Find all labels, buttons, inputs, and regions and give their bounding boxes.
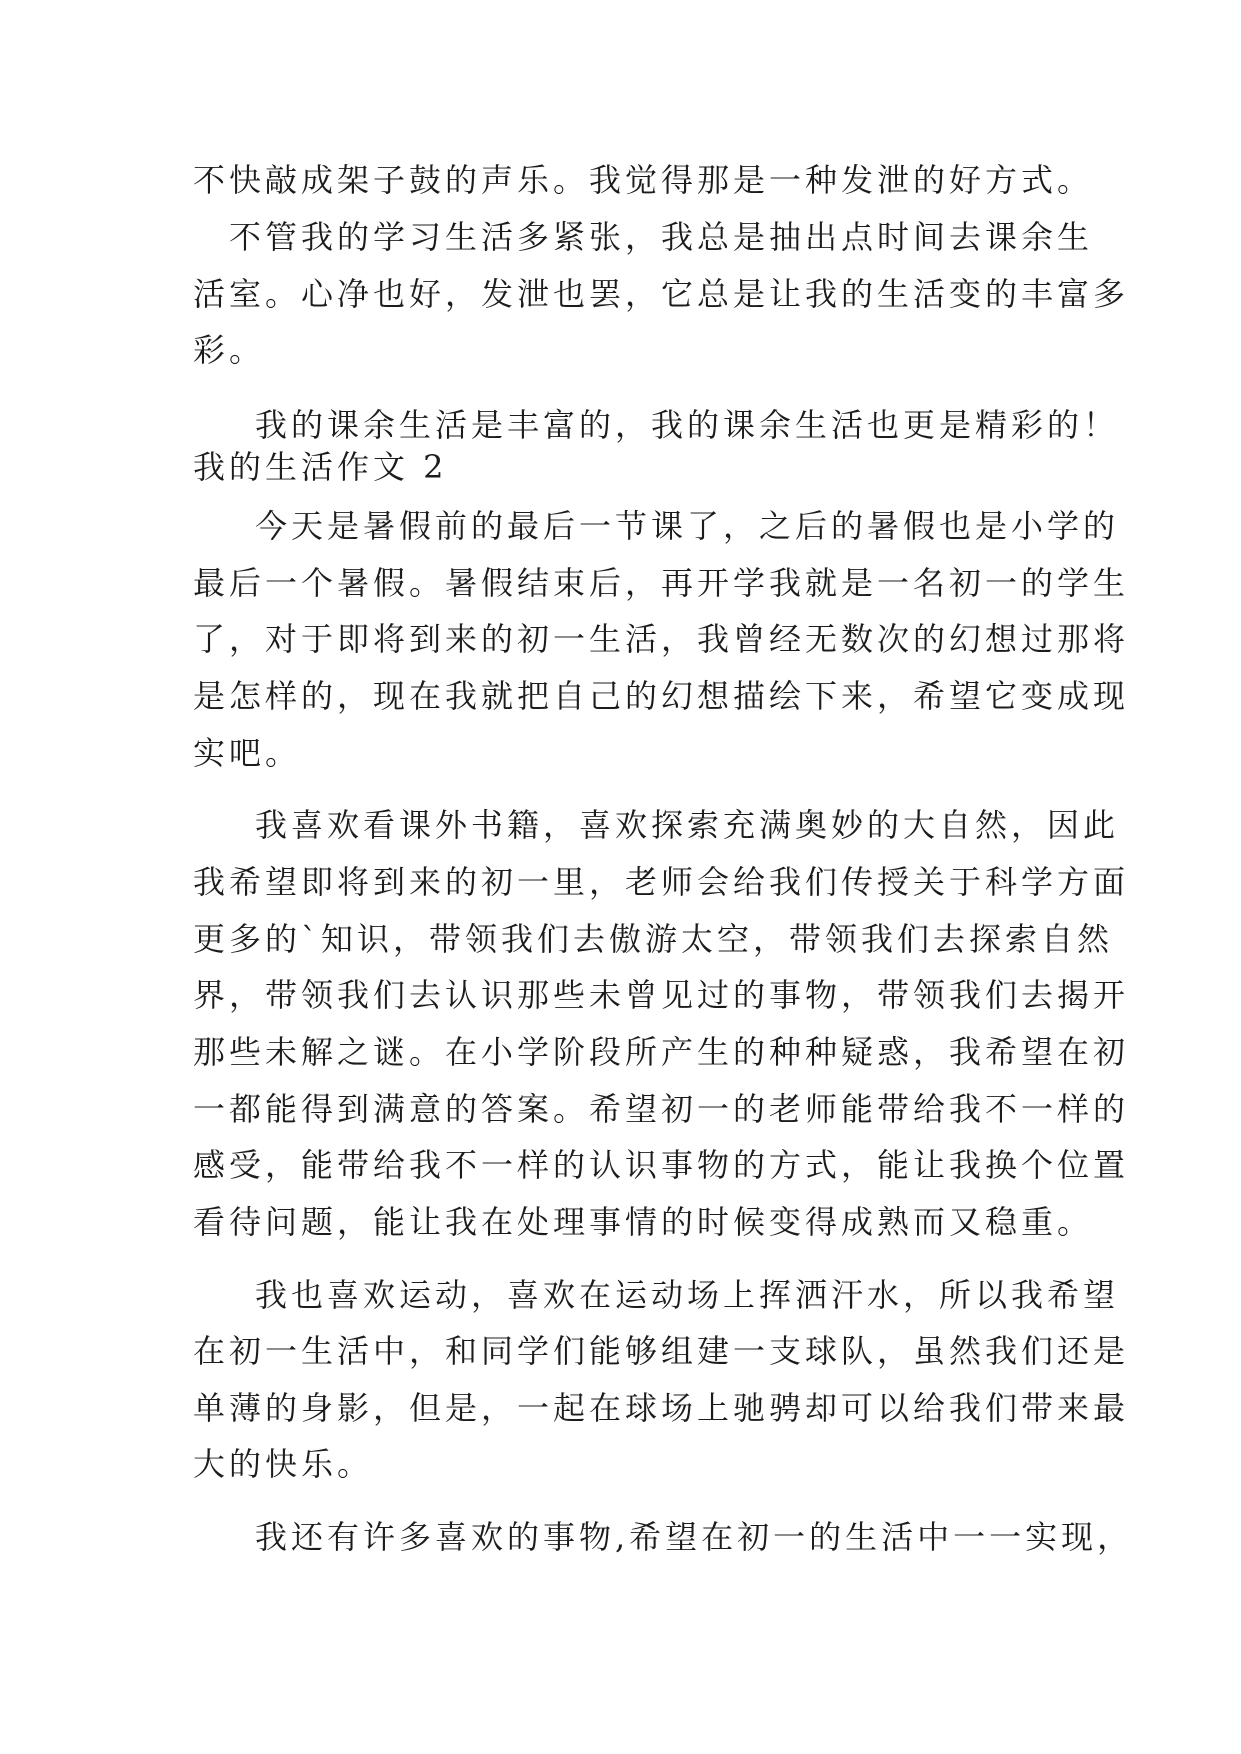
text-line: 我还有许多喜欢的事物,希望在初一的生活中一一实现， xyxy=(255,1518,1134,1556)
text-line: 了，对于即将到来的初一生活，我曾经无数次的幻想过那将 xyxy=(193,620,1130,658)
text-line: 在初一生活中，和同学们能够组建一支球队，虽然我们还是 xyxy=(193,1332,1130,1370)
text-line: 更多的`知识，带领我们去傲游太空，带领我们去探索自然 xyxy=(193,920,1114,958)
text-line: 大的快乐。 xyxy=(193,1445,374,1483)
text-line: 今天是暑假前的最后一节课了，之后的暑假也是小学的 xyxy=(255,507,1120,545)
text-line: 界，带领我们去认识那些未曾见过的事物，带领我们去揭开 xyxy=(193,976,1130,1014)
text-line: 我希望即将到来的初一里，老师会给我们传授关于科学方面 xyxy=(193,863,1130,901)
text-line: 我喜欢看课外书籍，喜欢探索充满奥妙的大自然，因此 xyxy=(255,806,1120,844)
text-line: 一都能得到满意的答案。希望初一的老师能带给我不一样的 xyxy=(193,1090,1130,1128)
text-line: 看待问题，能让我在处理事情的时候变得成熟而又稳重。 xyxy=(193,1203,1094,1241)
text-line: 不快敲成架子鼓的声乐。我觉得那是一种发泄的好方式。 xyxy=(193,161,1094,199)
text-line: 感受，能带给我不一样的认识事物的方式，能让我换个位置 xyxy=(193,1146,1130,1184)
text-line: 实吧。 xyxy=(193,734,302,772)
text-line: 是怎样的，现在我就把自己的幻想描绘下来，希望它变成现 xyxy=(193,677,1130,715)
text-line: 我的课余生活是丰富的，我的课余生活也更是精彩的！ xyxy=(255,406,1120,444)
text-line: 彩。 xyxy=(193,331,266,369)
text-line: 单薄的身影，但是，一起在球场上驰骋却可以给我们带来最 xyxy=(193,1389,1130,1427)
text-line: 不管我的学习生活多紧张，我总是抽出点时间去课余生 xyxy=(229,218,1094,256)
text-line: 活室。心净也好，发泄也罢，它总是让我的生活变的丰富多 xyxy=(193,275,1130,313)
section-heading: 我的生活作文 2 xyxy=(193,448,448,486)
text-line: 那些未解之谜。在小学阶段所产生的种种疑惑，我希望在初 xyxy=(193,1033,1130,1071)
text-line: 最后一个暑假。暑假结束后，再开学我就是一名初一的学生 xyxy=(193,564,1130,602)
text-line: 我也喜欢运动，喜欢在运动场上挥洒汗水，所以我希望 xyxy=(255,1276,1120,1314)
